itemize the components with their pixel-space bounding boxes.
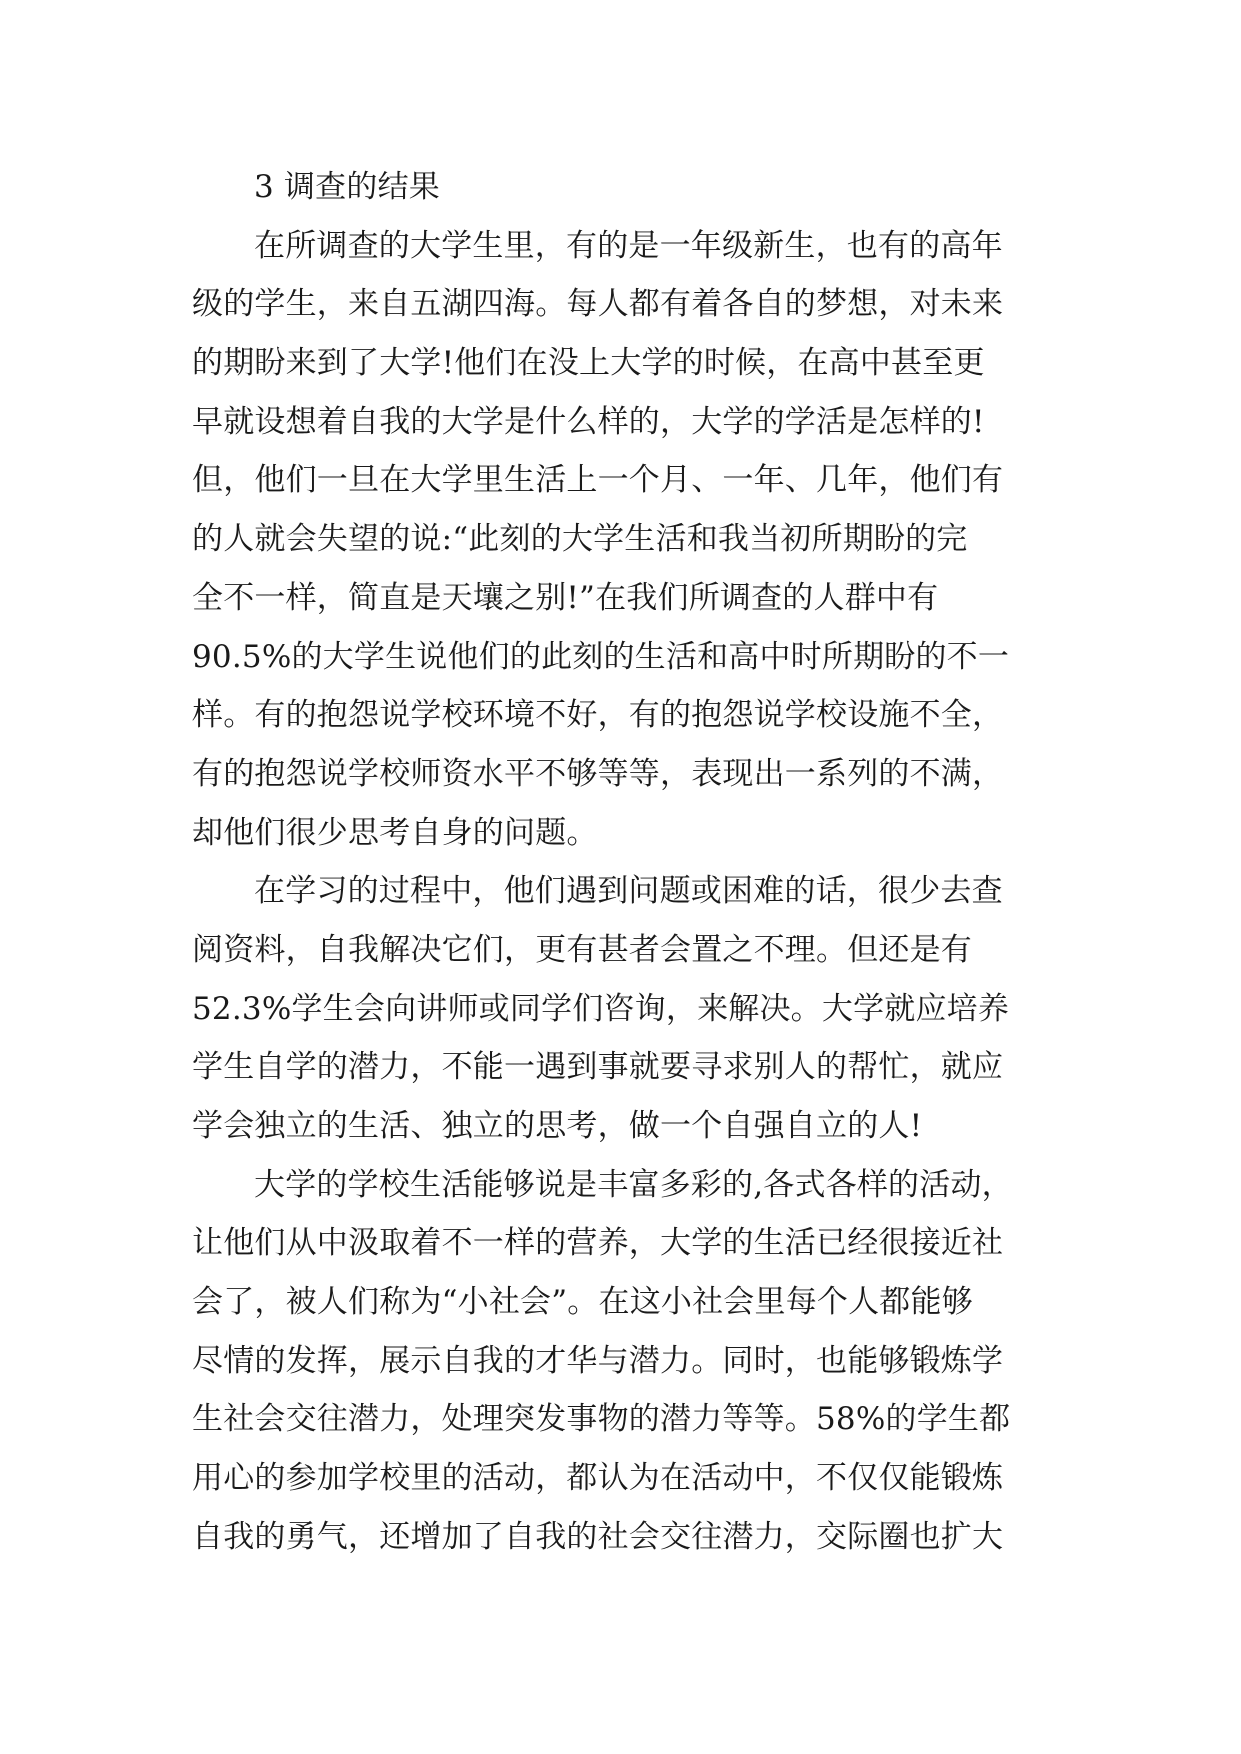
section-heading: 3 调查的结果 <box>254 169 440 205</box>
paragraph-line: 生社会交往潜力，处理突发事物的潜力等等。58%的学生都 <box>192 1401 1011 1438</box>
paragraph-line: 早就设想着自我的大学是什么样的，大学的学活是怎样的! <box>192 403 985 440</box>
paragraph-line: 90.5%的大学生说他们的此刻的生活和高中时所期盼的不一 <box>192 638 1010 675</box>
paragraph-1 <box>192 217 1062 863</box>
paragraph-line: 的期盼来到了大学!他们在没上大学的时候，在高中甚至更 <box>192 345 985 382</box>
paragraph-line: 却他们很少思考自身的问题。 <box>192 814 598 851</box>
paragraph-line: 阅资料，自我解决它们，更有甚者会置之不理。但还是有 <box>192 931 972 968</box>
paragraph-line: 自我的勇气，还增加了自我的社会交往潜力，交际圈也扩大 <box>192 1518 1004 1555</box>
paragraph-line: 会了，被人们称为“小社会”。在这小社会里每个人都能够 <box>192 1284 973 1321</box>
paragraph-line: 的人就会失望的说:“此刻的大学生活和我当初所期盼的完 <box>192 521 968 558</box>
paragraph-line: 用心的参加学校里的活动，都认为在活动中，不仅仅能锻炼 <box>192 1460 1004 1497</box>
paragraph-line: 全不一样，简直是天壤之别!”在我们所调查的人群中有 <box>192 579 939 616</box>
paragraph-2 <box>192 862 1062 1155</box>
paragraph-line: 学会独立的生活、独立的思考，做一个自强自立的人! <box>192 1108 923 1144</box>
paragraph-line: 级的学生，来自五湖四海。每人都有着各自的梦想，对未来 <box>192 286 1004 323</box>
paragraph-line: 让他们从中汲取着不一样的营养，大学的生活已经很接近社 <box>192 1225 1004 1262</box>
paragraph-line: 但，他们一旦在大学里生活上一个月、一年、几年，他们有 <box>192 462 1004 499</box>
paragraph-line: 大学的学校生活能够说是丰富多彩的,各式各样的活动， <box>254 1166 1013 1203</box>
paragraph-line: 有的抱怨说学校师资水平不够等等，表现出一系列的不满， <box>192 755 1004 792</box>
paragraph-3 <box>192 1156 1062 1567</box>
paragraph-line: 样。有的抱怨说学校环境不好，有的抱怨说学校设施不全， <box>192 697 1004 734</box>
document-body <box>192 158 1062 1567</box>
paragraph-line: 52.3%学生会向讲师或同学们咨询，来解决。大学就应培养 <box>192 990 1010 1027</box>
paragraph-line: 在学习的过程中，他们遇到问题或困难的话，很少去查 <box>254 873 1003 910</box>
paragraph-line: 在所调查的大学生里，有的是一年级新生，也有的高年 <box>254 227 1003 264</box>
paragraph-line: 尽情的发挥，展示自我的才华与潜力。同时，也能够锻炼学 <box>192 1342 1004 1379</box>
paragraph-line: 学生自学的潜力，不能一遇到事就要寻求别人的帮忙，就应 <box>192 1049 1004 1086</box>
